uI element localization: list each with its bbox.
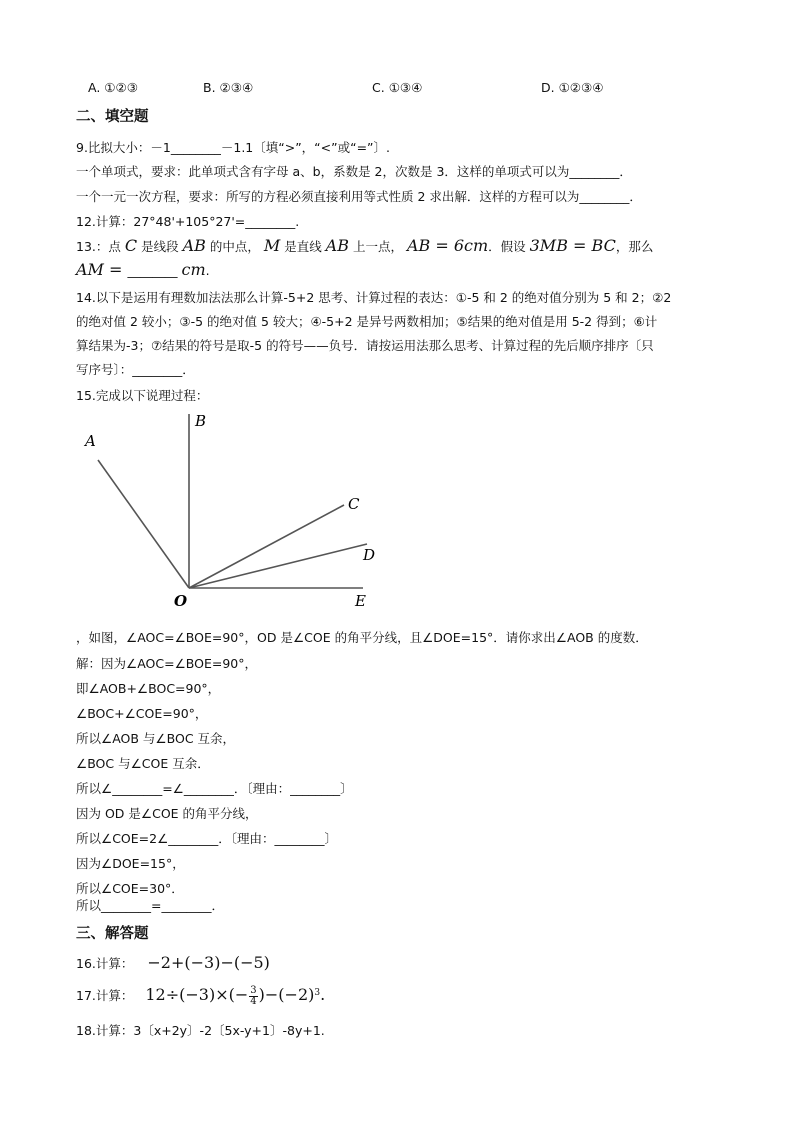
q13-text-2: 的中点， (205, 239, 264, 254)
question-15-line-8: 因为 OD 是∠COE 的角平分线， (76, 806, 258, 821)
q13-text-1: 是线段 (137, 239, 183, 254)
choice-d-text: ①②③④ (558, 80, 604, 95)
choice-d[interactable] (541, 80, 603, 95)
question-15-title: 15.完成以下说理过程： (76, 388, 209, 403)
question-15-line-7: 所以∠________=∠________．〔理由：________〕 (76, 781, 353, 796)
q13-am: AM = (76, 260, 128, 279)
label-a: A (85, 432, 96, 450)
question-15-line-2: 解：因为∠AOC=∠BOE=90°， (76, 656, 258, 671)
q17-expression-a: 12÷(−3)×(− (145, 985, 249, 1005)
choice-b[interactable] (203, 80, 253, 95)
question-14-line4: 写序号〕：________． (76, 362, 195, 377)
ray-oa (98, 460, 189, 588)
label-o: O (174, 592, 188, 610)
question-15-line-6: ∠BOC 与∠COE 互余． (76, 756, 210, 771)
q13-blank: ________ (127, 263, 182, 278)
label-c: C (348, 495, 360, 513)
q13-text-4: 上一点， (348, 239, 407, 254)
q16-expression: −2+(−3)−(−5) (147, 953, 270, 972)
choice-c-text: ①③④ (388, 80, 423, 95)
question-15-line-9: 所以∠COE=2∠________．〔理由：________〕 (76, 831, 338, 846)
q17-label: 17.计算： (76, 988, 134, 1004)
question-18: 18.计算：3〔x+2y〕-2〔5x-y+1〕-8y+1. (76, 1023, 325, 1038)
question-15-line-11: 所以∠COE=30°． (76, 881, 184, 896)
q13-unit: cm (181, 260, 206, 279)
question-13-line1 (76, 238, 653, 255)
question-10: 一个单项式，要求：此单项式含有字母 a、b，系数是 2，次数是 3．这样的单项式可以为________． (76, 164, 632, 179)
q13-prefix: 13.：点 (76, 239, 125, 254)
q13-suffix: ，那么 (615, 239, 654, 254)
question-15-line-3: 即∠AOB+∠BOC=90°， (76, 681, 221, 696)
choice-a-letter: A. (88, 80, 101, 95)
q17-fraction (249, 986, 257, 1007)
q17-end: . (320, 985, 326, 1005)
question-11: 一个一元一次方程，要求：所写的方程必须直接利用等式性质 2 求出解．这样的方程可以为________． (76, 189, 642, 204)
q13-equation-ab: AB = 6cm (406, 236, 489, 255)
question-9: 9.比拟大小：－1________－1.1〔填“>”，“<”或“=”〕. (76, 140, 391, 155)
ray-oc (189, 505, 344, 588)
q17-numerator: 3 (250, 985, 257, 997)
section3-title: 三、解答题 (76, 926, 149, 942)
q13-point-m: M (263, 236, 281, 255)
question-14-line3: 算结果为-3；⑦结果的符号是取-5 的符号——负号．请按运用法那么思考、计算过程的先后顺序排序〔只 (76, 338, 654, 353)
question-15-line-12: 所以________=________． (76, 898, 224, 913)
question-15-line-1: ，如图，∠AOC=∠BOE=90°，OD 是∠COE 的角平分线，且∠DOE=15°．请你求出∠AOB 的度数． (76, 630, 648, 645)
choice-d-letter: D. (541, 80, 555, 95)
choice-c[interactable] (372, 80, 422, 95)
choice-c-letter: C. (372, 80, 385, 95)
q13-line-ab: AB (325, 236, 349, 255)
q17-exponent: 3 (314, 988, 321, 998)
section2-title: 二、填空题 (76, 109, 149, 125)
choice-b-text: ②③④ (219, 80, 254, 95)
choice-b-letter: B. (203, 80, 216, 95)
angle-figure (76, 408, 386, 618)
choice-a-text: ①②③ (104, 80, 138, 95)
q17-expression-b: )−(−2) (258, 985, 315, 1005)
label-e: E (355, 592, 366, 610)
question-15-line-4: ∠BOC+∠COE=90°， (76, 706, 208, 721)
q13-text-3: 是直线 (280, 239, 326, 254)
question-15-line-5: 所以∠AOB 与∠BOC 互余， (76, 731, 236, 746)
q13-equation-mb: 3MB = BC (529, 236, 616, 255)
q17-denominator: 4 (250, 996, 257, 1008)
question-13-line2 (76, 262, 210, 279)
q13-point-c: C (124, 236, 138, 255)
ray-od (189, 544, 367, 588)
q16-label: 16.计算： (76, 956, 134, 971)
question-12: 12.计算：27°48'+105°27'=________. (76, 214, 300, 229)
q13-segment-ab: AB (182, 236, 206, 255)
question-14-line1: 14.以下是运用有理数加法法那么计算-5+2 思考、计算过程的表达：①-5 和 2 的绝对值分别为 5 和 2；②2 (76, 290, 672, 305)
choice-a[interactable] (88, 80, 138, 95)
q13-text-5: ．假设 (488, 239, 530, 254)
question-14-line2: 的绝对值 2 较小；③-5 的绝对值 5 较大；④-5+2 是异号两数相加；⑤结果的绝对值是用 5-2 得到；⑥计 (76, 314, 658, 329)
label-d: D (363, 546, 376, 564)
question-17 (76, 985, 325, 1007)
question-15-line-10: 因为∠DOE=15°， (76, 856, 185, 871)
label-b: B (195, 412, 207, 430)
q13-end: . (205, 263, 210, 278)
question-16 (76, 955, 270, 972)
